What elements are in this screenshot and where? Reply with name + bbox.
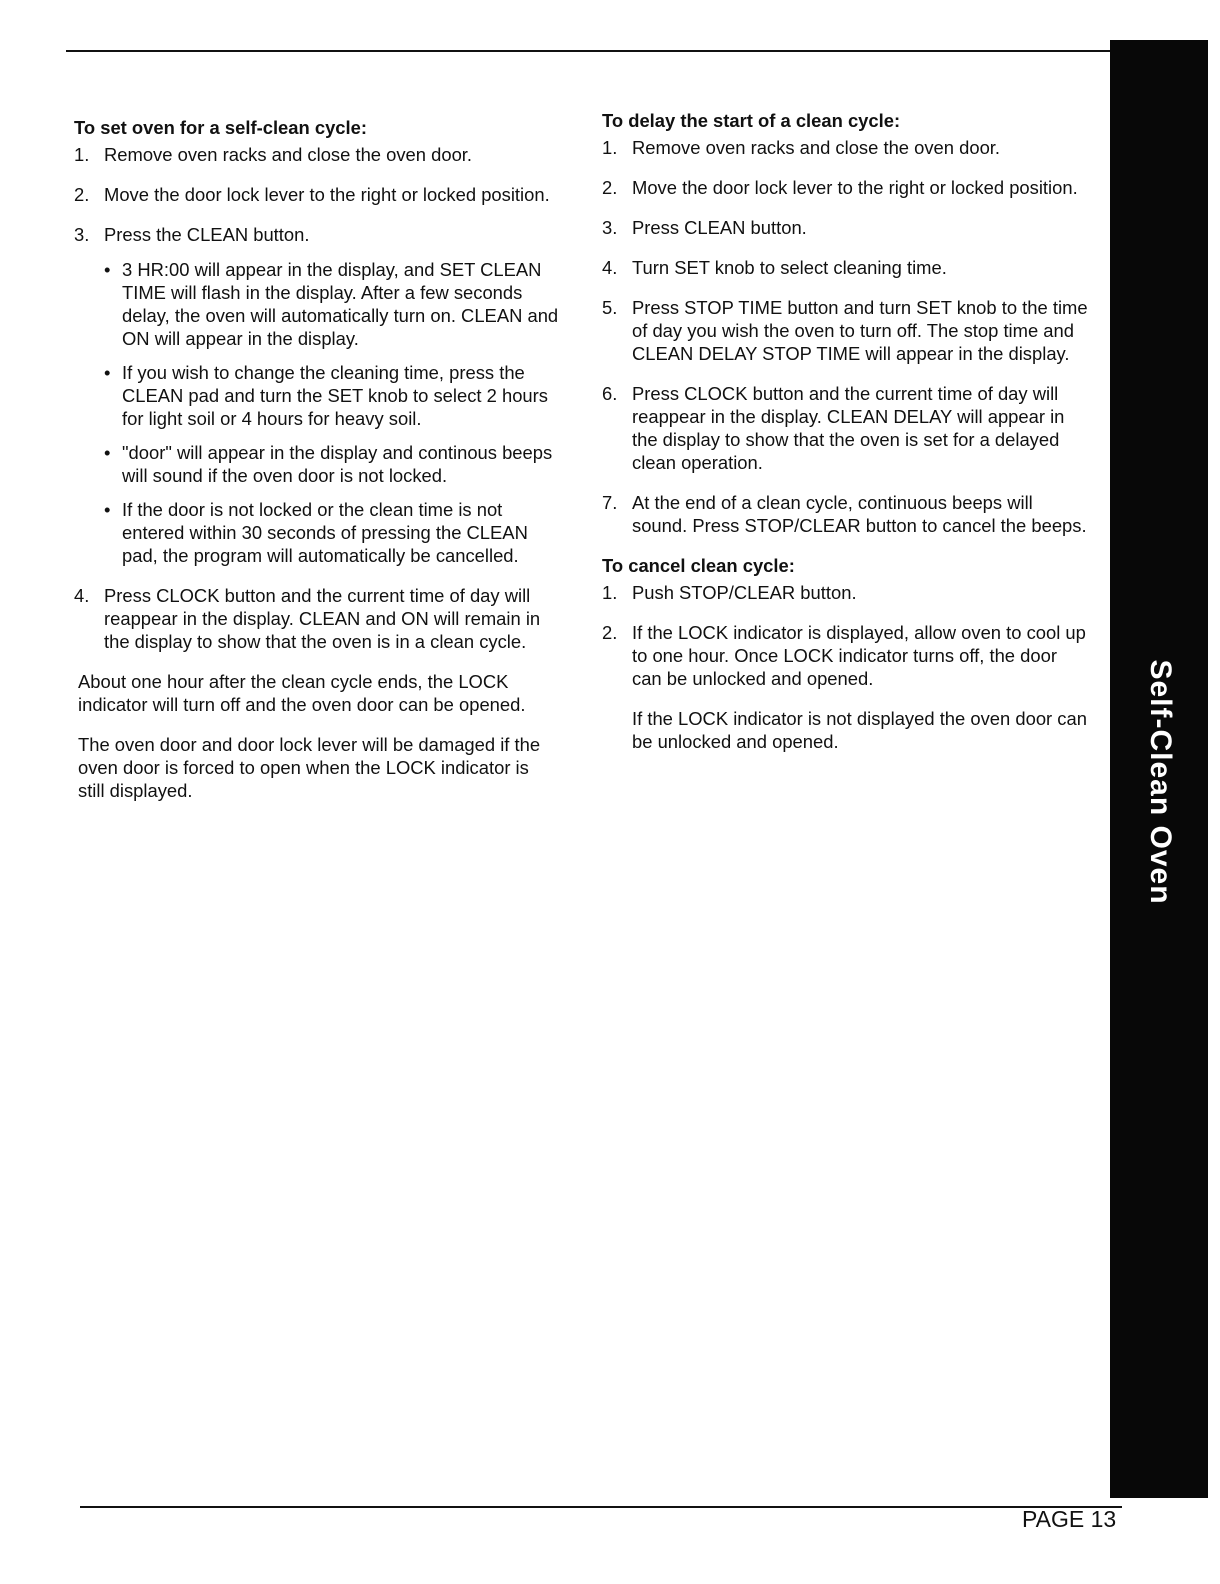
delay-step-5 — [602, 296, 1090, 365]
step-text: Press CLOCK button and the current time of day will reappear in the display. CLEAN DELAY will appear in the display to show that the oven is set for a delayed clean operation. — [632, 383, 1065, 473]
step-text: Press CLEAN button. — [632, 217, 807, 238]
bullet-text: "door" will appear in the display and continous beeps will sound if the oven door is not locked. — [122, 442, 553, 486]
self-clean-bullets — [104, 258, 560, 567]
bullet-icon: • — [104, 499, 111, 520]
right-column — [602, 109, 1090, 753]
step-text: At the end of a clean cycle, continuous beeps will sound. Press STOP/CLEAR button to cancel the beeps. — [632, 492, 1087, 536]
step-number: 1. — [74, 144, 90, 165]
cancel-clean-heading: To cancel clean cycle: — [602, 555, 795, 576]
bullet-icon: • — [104, 362, 111, 383]
bullet-text: 3 HR:00 will appear in the display, and SET CLEAN TIME will flash in the display. After a few seconds delay, the oven will automatically turn on. CLEAN and ON will appear in the display. — [122, 259, 559, 349]
cancel-note: If the LOCK indicator is not displayed the oven door can be unlocked and opened. — [632, 708, 1087, 752]
bullet-text: If you wish to change the cleaning time, press the CLEAN pad and turn the SET knob to select 2 hours for light soil or 4 hours for heavy soil. — [122, 362, 548, 429]
delay-step-1 — [602, 136, 1090, 159]
side-tab-label: Self-Clean Oven — [1144, 659, 1177, 905]
cancel-clean-steps — [602, 581, 1090, 690]
step-number: 2. — [602, 177, 618, 198]
bullet-text: If the door is not locked or the clean time is not entered within 30 seconds of pressing the CLEAN pad, the program will automatically be cancelled. — [122, 499, 528, 566]
step-text: Move the door lock lever to the right or locked position. — [632, 177, 1078, 198]
step-number: 2. — [74, 184, 90, 205]
self-clean-step-1 — [74, 143, 560, 166]
self-clean-step-3 — [74, 223, 560, 567]
step-number: 1. — [602, 582, 618, 603]
left-column — [74, 116, 560, 819]
door-damage-paragraph: The oven door and door lock lever will be damaged if the oven door is forced to open when the LOCK indicator is still displayed. — [78, 734, 541, 801]
delay-step-4 — [602, 256, 1090, 279]
delay-step-2 — [602, 176, 1090, 199]
bullet-icon: • — [104, 259, 111, 280]
step-text: Remove oven racks and close the oven door. — [632, 137, 1001, 158]
step-number: 3. — [602, 217, 618, 238]
step-number: 2. — [602, 622, 618, 643]
step-number: 5. — [602, 297, 618, 318]
self-clean-step-4 — [74, 584, 560, 653]
step-number: 3. — [74, 224, 90, 245]
step-number: 7. — [602, 492, 618, 513]
bullet-item — [104, 361, 560, 430]
bullet-item — [104, 441, 560, 487]
step-number: 4. — [74, 585, 90, 606]
step-text: Push STOP/CLEAR button. — [632, 582, 857, 603]
top-rule — [66, 50, 1190, 52]
step-text: Turn SET knob to select cleaning time. — [632, 257, 947, 278]
bullet-item — [104, 498, 560, 567]
cancel-step-2 — [602, 621, 1090, 690]
step-text: Press CLOCK button and the current time of day will reappear in the display. CLEAN and ON will remain in the display to show that the oven is in a clean cycle. — [104, 585, 541, 652]
lock-indicator-paragraph: About one hour after the clean cycle ends, the LOCK indicator will turn off and the oven door can be opened. — [78, 671, 526, 715]
step-text: Remove oven racks and close the oven door. — [104, 144, 473, 165]
step-number: 4. — [602, 257, 618, 278]
step-text: If the LOCK indicator is displayed, allow oven to cool up to one hour. Once LOCK indicator turns off, the door can be unlocked and opened. — [632, 622, 1086, 689]
self-clean-heading: To set oven for a self-clean cycle: — [74, 117, 367, 138]
step-text: Press the CLEAN button. — [104, 224, 310, 245]
self-clean-step-2 — [74, 183, 560, 206]
delay-clean-heading: To delay the start of a clean cycle: — [602, 110, 901, 131]
delay-clean-steps — [602, 136, 1090, 537]
bottom-rule — [80, 1506, 1122, 1508]
step-number: 6. — [602, 383, 618, 404]
bullet-item — [104, 258, 560, 350]
page-number: PAGE 13 — [1022, 1506, 1117, 1532]
cancel-step-1 — [602, 581, 1090, 604]
step-text: Press STOP TIME button and turn SET knob to the time of day you wish the oven to turn off. The stop time and CLEAN DELAY STOP TIME will appear in the display. — [632, 297, 1088, 364]
bullet-icon: • — [104, 442, 111, 463]
self-clean-steps — [74, 143, 560, 653]
step-number: 1. — [602, 137, 618, 158]
delay-step-6 — [602, 382, 1090, 474]
step-text: Move the door lock lever to the right or locked position. — [104, 184, 550, 205]
delay-step-7 — [602, 491, 1090, 537]
delay-step-3 — [602, 216, 1090, 239]
